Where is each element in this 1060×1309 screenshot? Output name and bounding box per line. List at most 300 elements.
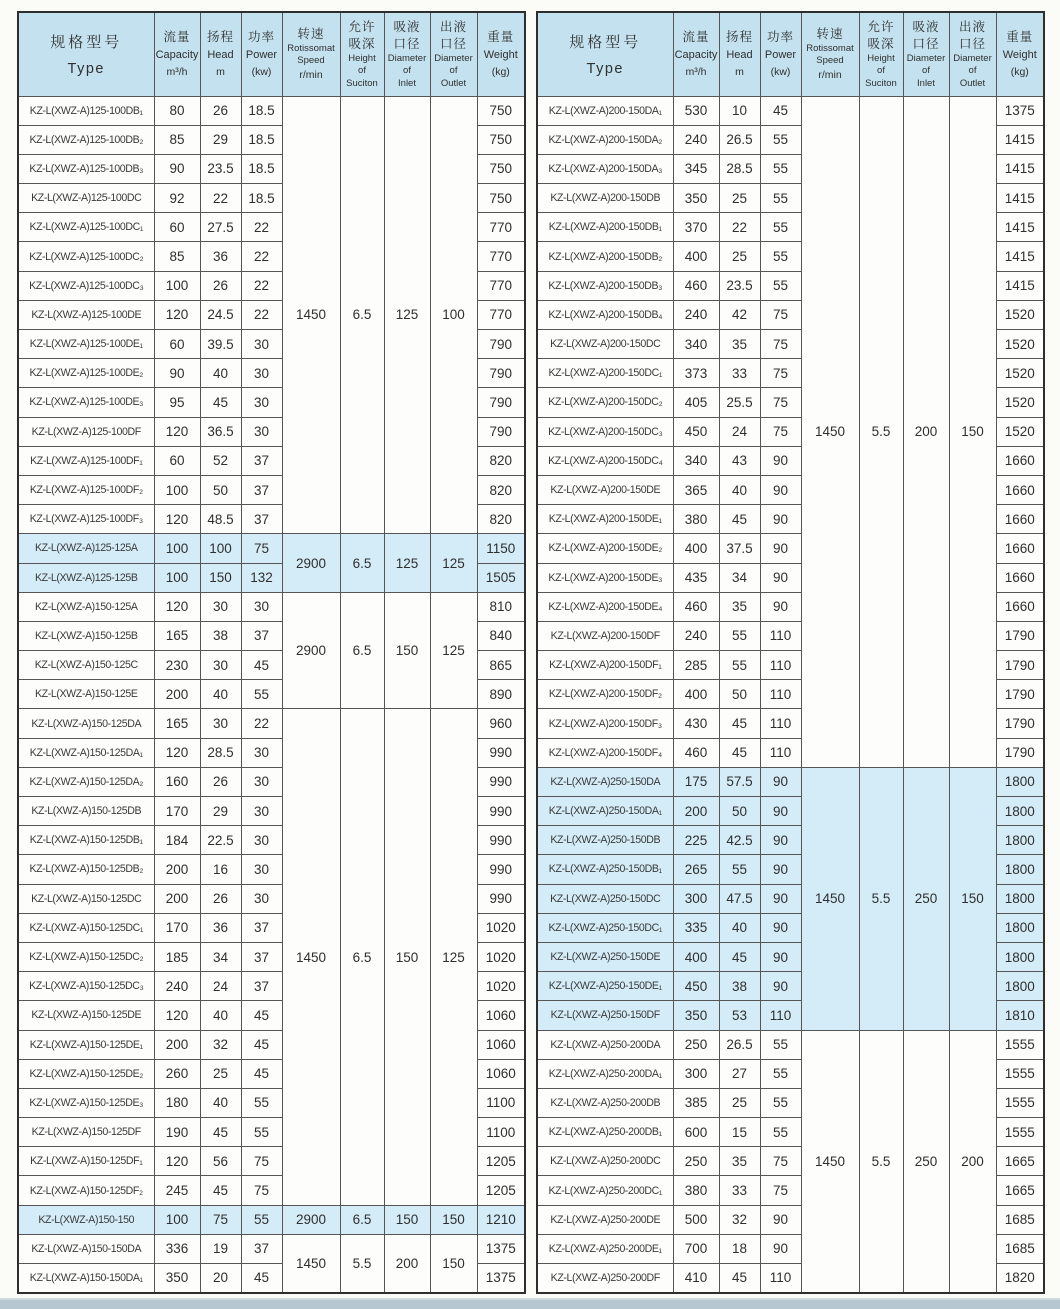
head-cell: 40	[200, 359, 241, 388]
head-cell: 34	[200, 942, 241, 971]
model-cell: KZ-L(XWZ-A)250-150DB	[537, 826, 673, 855]
capacity-cell: 700	[673, 1234, 719, 1263]
capacity-cell: 350	[673, 1001, 719, 1030]
head-cell: 48.5	[200, 505, 241, 534]
head-cell: 27.5	[200, 213, 241, 242]
weight-cell: 1060	[477, 1030, 525, 1059]
model-cell: KZ-L(XWZ-A)150-125DC₂	[18, 942, 154, 971]
model-cell: KZ-L(XWZ-A)125-100DF	[18, 417, 154, 446]
capacity-cell: 260	[154, 1059, 200, 1088]
capacity-cell: 405	[673, 388, 719, 417]
model-cell: KZ-L(XWZ-A)250-200DF	[537, 1264, 673, 1293]
head-cell: 33	[719, 1176, 760, 1205]
power-cell: 110	[760, 709, 801, 738]
power-cell: 90	[760, 826, 801, 855]
model-cell: KZ-L(XWZ-A)200-150DC₂	[537, 388, 673, 417]
power-cell: 22	[241, 271, 282, 300]
speed-cell: 1450	[801, 1030, 859, 1293]
capacity-cell: 373	[673, 359, 719, 388]
weight-cell: 1505	[477, 563, 525, 592]
capacity-cell: 175	[673, 767, 719, 796]
capacity-cell: 400	[673, 242, 719, 271]
model-cell: KZ-L(XWZ-A)200-150DB₁	[537, 213, 673, 242]
weight-cell: 1520	[996, 359, 1044, 388]
head-cell: 15	[719, 1118, 760, 1147]
header-row	[537, 12, 1044, 96]
capacity-cell: 240	[673, 300, 719, 329]
model-cell: KZ-L(XWZ-A)150-125E	[18, 680, 154, 709]
model-cell: KZ-L(XWZ-A)150-125DA₁	[18, 738, 154, 767]
model-cell: KZ-L(XWZ-A)150-125DF	[18, 1118, 154, 1147]
outlet-diameter-cell: 150	[430, 1205, 477, 1234]
model-cell: KZ-L(XWZ-A)125-100DC₃	[18, 271, 154, 300]
suction-height-cell: 5.5	[859, 767, 903, 1030]
power-cell: 30	[241, 417, 282, 446]
power-cell: 30	[241, 388, 282, 417]
head-cell: 20	[200, 1264, 241, 1293]
table-row	[18, 1234, 525, 1263]
head-cell: 34	[719, 563, 760, 592]
pump-spec-table-left	[17, 11, 526, 1294]
weight-cell: 750	[477, 125, 525, 154]
suction-height-cell: 5.5	[859, 96, 903, 767]
head-cell: 25	[719, 242, 760, 271]
col-header-weight: 重量 Weight (kg)	[996, 12, 1044, 96]
head-cell: 32	[719, 1205, 760, 1234]
power-cell: 90	[760, 972, 801, 1001]
head-cell: 55	[719, 651, 760, 680]
weight-cell: 1660	[996, 505, 1044, 534]
weight-cell: 1375	[996, 96, 1044, 125]
model-cell: KZ-L(XWZ-A)150-150DA₁	[18, 1264, 154, 1293]
weight-cell: 1660	[996, 475, 1044, 504]
power-cell: 75	[760, 1176, 801, 1205]
head-cell: 16	[200, 855, 241, 884]
model-cell: KZ-L(XWZ-A)250-200DC₁	[537, 1176, 673, 1205]
weight-cell: 1060	[477, 1001, 525, 1030]
power-cell: 90	[760, 446, 801, 475]
weight-cell: 990	[477, 884, 525, 913]
speed-cell: 1450	[801, 767, 859, 1030]
power-cell: 75	[760, 300, 801, 329]
suction-height-cell: 6.5	[340, 709, 384, 1205]
power-cell: 90	[760, 942, 801, 971]
head-cell: 25.5	[719, 388, 760, 417]
weight-cell: 1665	[996, 1176, 1044, 1205]
model-cell: KZ-L(XWZ-A)200-150DF₄	[537, 738, 673, 767]
power-cell: 55	[241, 1118, 282, 1147]
weight-cell: 750	[477, 184, 525, 213]
weight-cell: 1415	[996, 125, 1044, 154]
capacity-cell: 160	[154, 767, 200, 796]
power-cell: 55	[760, 1118, 801, 1147]
head-cell: 50	[200, 475, 241, 504]
inlet-diameter-cell: 125	[384, 96, 430, 534]
model-cell: KZ-L(XWZ-A)250-150DC	[537, 884, 673, 913]
model-cell: KZ-L(XWZ-A)200-150DF₁	[537, 651, 673, 680]
model-cell: KZ-L(XWZ-A)250-200DB	[537, 1088, 673, 1117]
power-cell: 55	[760, 125, 801, 154]
power-cell: 90	[760, 563, 801, 592]
power-cell: 45	[241, 1264, 282, 1293]
weight-cell: 1790	[996, 709, 1044, 738]
capacity-cell: 365	[673, 475, 719, 504]
weight-cell: 1520	[996, 417, 1044, 446]
weight-cell: 820	[477, 475, 525, 504]
table-body	[537, 96, 1044, 1293]
col-header-inlet: 吸液 口径 Diameter of Inlet	[384, 12, 430, 96]
head-cell: 26	[200, 884, 241, 913]
model-cell: KZ-L(XWZ-A)125-125A	[18, 534, 154, 563]
capacity-cell: 400	[673, 680, 719, 709]
model-cell: KZ-L(XWZ-A)150-125DE₃	[18, 1088, 154, 1117]
capacity-cell: 100	[154, 563, 200, 592]
model-cell: KZ-L(XWZ-A)250-200DA	[537, 1030, 673, 1059]
power-cell: 45	[760, 96, 801, 125]
capacity-cell: 250	[673, 1147, 719, 1176]
weight-cell: 1100	[477, 1088, 525, 1117]
weight-cell: 1415	[996, 271, 1044, 300]
model-cell: KZ-L(XWZ-A)250-150DE₁	[537, 972, 673, 1001]
col-header-power: 功率 Power (kw)	[760, 12, 801, 96]
weight-cell: 1555	[996, 1088, 1044, 1117]
head-cell: 36	[200, 913, 241, 942]
weight-cell: 890	[477, 680, 525, 709]
model-cell: KZ-L(XWZ-A)125-100DC₂	[18, 242, 154, 271]
weight-cell: 790	[477, 359, 525, 388]
model-cell: KZ-L(XWZ-A)200-150DE	[537, 475, 673, 504]
inlet-diameter-cell: 150	[384, 709, 430, 1205]
model-cell: KZ-L(XWZ-A)150-125DE₁	[18, 1030, 154, 1059]
model-cell: KZ-L(XWZ-A)125-100DB₃	[18, 154, 154, 183]
capacity-cell: 120	[154, 1001, 200, 1030]
col-header-weight: 重量 Weight (kg)	[477, 12, 525, 96]
col-header-type: 规格型号 Type	[18, 12, 154, 96]
capacity-cell: 120	[154, 505, 200, 534]
weight-cell: 770	[477, 271, 525, 300]
weight-cell: 990	[477, 797, 525, 826]
model-cell: KZ-L(XWZ-A)125-100DB₁	[18, 96, 154, 125]
suction-height-cell: 5.5	[859, 1030, 903, 1293]
speed-cell: 2900	[282, 534, 340, 592]
table-row	[18, 96, 525, 125]
power-cell: 37	[241, 913, 282, 942]
head-cell: 32	[200, 1030, 241, 1059]
capacity-cell: 90	[154, 359, 200, 388]
capacity-cell: 180	[154, 1088, 200, 1117]
head-cell: 30	[200, 592, 241, 621]
col-header-speed: 转速 Rotissomat Speed r/min	[282, 12, 340, 96]
inlet-diameter-cell: 150	[384, 1205, 430, 1234]
head-cell: 56	[200, 1147, 241, 1176]
suction-height-cell: 6.5	[340, 1205, 384, 1234]
power-cell: 75	[241, 1147, 282, 1176]
head-cell: 28.5	[200, 738, 241, 767]
model-cell: KZ-L(XWZ-A)150-150DA	[18, 1234, 154, 1263]
capacity-cell: 460	[673, 738, 719, 767]
table-row	[18, 709, 525, 738]
col-header-speed: 转速 Rotissomat Speed r/min	[801, 12, 859, 96]
model-cell: KZ-L(XWZ-A)250-150DC₁	[537, 913, 673, 942]
capacity-cell: 100	[154, 475, 200, 504]
model-cell: KZ-L(XWZ-A)200-150DF	[537, 621, 673, 650]
col-header-capacity: 流量 Capacity m³/h	[154, 12, 200, 96]
model-cell: KZ-L(XWZ-A)200-150DE₁	[537, 505, 673, 534]
power-cell: 30	[241, 797, 282, 826]
head-cell: 50	[719, 797, 760, 826]
power-cell: 55	[760, 1088, 801, 1117]
capacity-cell: 450	[673, 972, 719, 1001]
table-row	[18, 1205, 525, 1234]
head-cell: 42.5	[719, 826, 760, 855]
power-cell: 55	[760, 213, 801, 242]
head-cell: 25	[719, 184, 760, 213]
power-cell: 90	[760, 475, 801, 504]
capacity-cell: 435	[673, 563, 719, 592]
model-cell: KZ-L(XWZ-A)125-100DC₁	[18, 213, 154, 242]
model-cell: KZ-L(XWZ-A)200-150DC	[537, 330, 673, 359]
capacity-cell: 285	[673, 651, 719, 680]
capacity-cell: 400	[673, 942, 719, 971]
head-cell: 19	[200, 1234, 241, 1263]
capacity-cell: 460	[673, 271, 719, 300]
capacity-cell: 500	[673, 1205, 719, 1234]
weight-cell: 1520	[996, 330, 1044, 359]
col-header-type: 规格型号 Type	[537, 12, 673, 96]
weight-cell: 1660	[996, 446, 1044, 475]
power-cell: 30	[241, 855, 282, 884]
suction-height-cell: 6.5	[340, 96, 384, 534]
model-cell: KZ-L(XWZ-A)250-150DA₁	[537, 797, 673, 826]
weight-cell: 1555	[996, 1118, 1044, 1147]
model-cell: KZ-L(XWZ-A)150-125DC₃	[18, 972, 154, 1001]
capacity-cell: 225	[673, 826, 719, 855]
model-cell: KZ-L(XWZ-A)250-150DE	[537, 942, 673, 971]
capacity-cell: 95	[154, 388, 200, 417]
power-cell: 22	[241, 242, 282, 271]
capacity-cell: 300	[673, 884, 719, 913]
model-cell: KZ-L(XWZ-A)125-100DF₂	[18, 475, 154, 504]
capacity-cell: 120	[154, 417, 200, 446]
power-cell: 18.5	[241, 154, 282, 183]
power-cell: 37	[241, 942, 282, 971]
suction-height-cell: 6.5	[340, 534, 384, 592]
power-cell: 110	[760, 1264, 801, 1293]
power-cell: 90	[760, 884, 801, 913]
head-cell: 40	[719, 475, 760, 504]
head-cell: 30	[200, 709, 241, 738]
capacity-cell: 60	[154, 330, 200, 359]
power-cell: 90	[760, 913, 801, 942]
page-bottom-edge	[0, 1298, 1060, 1309]
head-cell: 24.5	[200, 300, 241, 329]
header-row	[18, 12, 525, 96]
table-header	[18, 12, 525, 96]
model-cell: KZ-L(XWZ-A)125-100DE₁	[18, 330, 154, 359]
head-cell: 45	[719, 942, 760, 971]
weight-cell: 1205	[477, 1176, 525, 1205]
capacity-cell: 165	[154, 709, 200, 738]
head-cell: 25	[200, 1059, 241, 1088]
weight-cell: 1660	[996, 563, 1044, 592]
weight-cell: 1415	[996, 184, 1044, 213]
model-cell: KZ-L(XWZ-A)150-125B	[18, 621, 154, 650]
weight-cell: 1555	[996, 1030, 1044, 1059]
weight-cell: 790	[477, 417, 525, 446]
weight-cell: 1100	[477, 1118, 525, 1147]
power-cell: 45	[241, 1001, 282, 1030]
weight-cell: 1685	[996, 1205, 1044, 1234]
power-cell: 37	[241, 475, 282, 504]
power-cell: 30	[241, 826, 282, 855]
weight-cell: 1375	[477, 1264, 525, 1293]
head-cell: 26.5	[719, 125, 760, 154]
capacity-cell: 120	[154, 592, 200, 621]
power-cell: 90	[760, 797, 801, 826]
head-cell: 24	[200, 972, 241, 1001]
col-header-suction: 允许 吸深 Height of Suciton	[859, 12, 903, 96]
head-cell: 52	[200, 446, 241, 475]
capacity-cell: 380	[673, 1176, 719, 1205]
outlet-diameter-cell: 200	[949, 1030, 996, 1293]
model-cell: KZ-L(XWZ-A)150-125A	[18, 592, 154, 621]
weight-cell: 1790	[996, 621, 1044, 650]
weight-cell: 990	[477, 767, 525, 796]
capacity-cell: 120	[154, 1147, 200, 1176]
weight-cell: 990	[477, 826, 525, 855]
capacity-cell: 120	[154, 300, 200, 329]
model-cell: KZ-L(XWZ-A)200-150DE₃	[537, 563, 673, 592]
model-cell: KZ-L(XWZ-A)200-150DA₂	[537, 125, 673, 154]
model-cell: KZ-L(XWZ-A)125-125B	[18, 563, 154, 592]
power-cell: 75	[760, 1147, 801, 1176]
inlet-diameter-cell: 250	[903, 1030, 949, 1293]
power-cell: 90	[760, 534, 801, 563]
capacity-cell: 100	[154, 271, 200, 300]
model-cell: KZ-L(XWZ-A)250-150DA	[537, 767, 673, 796]
model-cell: KZ-L(XWZ-A)250-150DF	[537, 1001, 673, 1030]
weight-cell: 810	[477, 592, 525, 621]
head-cell: 26	[200, 271, 241, 300]
weight-cell: 770	[477, 213, 525, 242]
col-header-power: 功率 Power (kw)	[241, 12, 282, 96]
head-cell: 35	[719, 330, 760, 359]
power-cell: 37	[241, 1234, 282, 1263]
col-header-capacity: 流量 Capacity m³/h	[673, 12, 719, 96]
head-cell: 45	[200, 1118, 241, 1147]
model-cell: KZ-L(XWZ-A)250-200DE₁	[537, 1234, 673, 1263]
power-cell: 18.5	[241, 125, 282, 154]
head-cell: 45	[719, 505, 760, 534]
power-cell: 22	[241, 300, 282, 329]
power-cell: 90	[760, 505, 801, 534]
weight-cell: 1415	[996, 213, 1044, 242]
model-cell: KZ-L(XWZ-A)200-150DC₄	[537, 446, 673, 475]
capacity-cell: 100	[154, 534, 200, 563]
power-cell: 75	[760, 388, 801, 417]
power-cell: 90	[760, 592, 801, 621]
model-cell: KZ-L(XWZ-A)150-125DB	[18, 797, 154, 826]
head-cell: 45	[719, 738, 760, 767]
capacity-cell: 165	[154, 621, 200, 650]
weight-cell: 1790	[996, 680, 1044, 709]
power-cell: 75	[760, 359, 801, 388]
weight-cell: 1800	[996, 972, 1044, 1001]
inlet-diameter-cell: 150	[384, 592, 430, 709]
power-cell: 45	[241, 1059, 282, 1088]
capacity-cell: 430	[673, 709, 719, 738]
weight-cell: 1800	[996, 942, 1044, 971]
model-cell: KZ-L(XWZ-A)150-125C	[18, 651, 154, 680]
capacity-cell: 340	[673, 446, 719, 475]
capacity-cell: 335	[673, 913, 719, 942]
capacity-cell: 250	[673, 1030, 719, 1059]
power-cell: 55	[760, 1059, 801, 1088]
model-cell: KZ-L(XWZ-A)150-125DE	[18, 1001, 154, 1030]
model-cell: KZ-L(XWZ-A)200-150DF₂	[537, 680, 673, 709]
head-cell: 37.5	[719, 534, 760, 563]
model-cell: KZ-L(XWZ-A)250-150DB₁	[537, 855, 673, 884]
inlet-diameter-cell: 200	[903, 96, 949, 767]
capacity-cell: 60	[154, 213, 200, 242]
suction-height-cell: 6.5	[340, 592, 384, 709]
power-cell: 90	[760, 767, 801, 796]
power-cell: 90	[760, 855, 801, 884]
power-cell: 55	[760, 184, 801, 213]
capacity-cell: 184	[154, 826, 200, 855]
capacity-cell: 185	[154, 942, 200, 971]
speed-cell: 2900	[282, 1205, 340, 1234]
head-cell: 26.5	[719, 1030, 760, 1059]
head-cell: 40	[200, 680, 241, 709]
weight-cell: 1520	[996, 300, 1044, 329]
head-cell: 33	[719, 359, 760, 388]
model-cell: KZ-L(XWZ-A)150-125DA	[18, 709, 154, 738]
weight-cell: 1520	[996, 388, 1044, 417]
weight-cell: 1800	[996, 826, 1044, 855]
weight-cell: 990	[477, 855, 525, 884]
outlet-diameter-cell: 125	[430, 592, 477, 709]
weight-cell: 820	[477, 446, 525, 475]
spec-tables-container	[17, 11, 1045, 1294]
head-cell: 27	[719, 1059, 760, 1088]
weight-cell: 990	[477, 738, 525, 767]
inlet-diameter-cell: 200	[384, 1234, 430, 1292]
model-cell: KZ-L(XWZ-A)250-200DB₁	[537, 1118, 673, 1147]
power-cell: 75	[241, 534, 282, 563]
model-cell: KZ-L(XWZ-A)200-150DB₃	[537, 271, 673, 300]
capacity-cell: 265	[673, 855, 719, 884]
model-cell: KZ-L(XWZ-A)125-100DF₃	[18, 505, 154, 534]
power-cell: 55	[760, 1030, 801, 1059]
power-cell: 30	[241, 738, 282, 767]
head-cell: 29	[200, 125, 241, 154]
capacity-cell: 450	[673, 417, 719, 446]
power-cell: 55	[760, 242, 801, 271]
col-header-outlet: 出液 口径 Diameter of Outlet	[949, 12, 996, 96]
table-header	[537, 12, 1044, 96]
capacity-cell: 200	[154, 855, 200, 884]
head-cell: 26	[200, 767, 241, 796]
head-cell: 28.5	[719, 154, 760, 183]
capacity-cell: 92	[154, 184, 200, 213]
model-cell: KZ-L(XWZ-A)150-125DF₂	[18, 1176, 154, 1205]
power-cell: 110	[760, 1001, 801, 1030]
weight-cell: 1810	[996, 1001, 1044, 1030]
col-header-head: 扬程 Head m	[719, 12, 760, 96]
capacity-cell: 230	[154, 651, 200, 680]
outlet-diameter-cell: 150	[949, 767, 996, 1030]
